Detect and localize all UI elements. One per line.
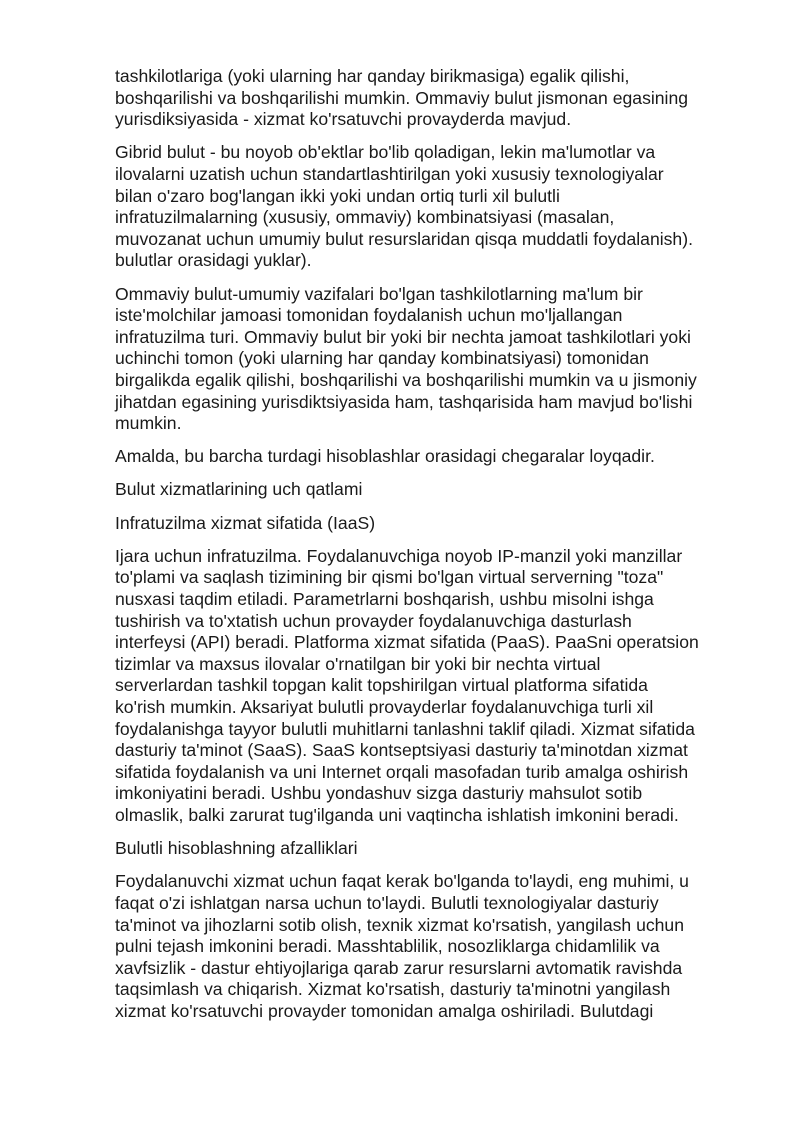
paragraph-hybrid-cloud: Gibrid bulut - bu noyob ob'ektlar bo'lib qoladigan, lekin ma'lumotlar va ilovalarni uzatish uchun standartlashtirilgan yoki xususiy texnologiyalar bilan o'zaro bog'langan ikki yoki undan ortiq turli xil bulutli infratuzilmalarning (xususiy, ommaviy) kombinatsiyasi (masalan, muvozanat uchun umumiy bulut resurslaridan qisqa muddatli foydalanish). bulutlar orasidagi yuklar). (115, 142, 693, 271)
heading-advantages: Bulutli hisoblashning afzalliklari (115, 838, 358, 859)
paragraph-advantages: Foydalanuvchi xizmat uchun faqat kerak bo'lganda to'laydi, eng muhimi, u faqat o'zi ishlatgan narsa uchun to'laydi. Bulutli texnologiyalar dasturiy ta'minot va jihozlarni sotib olish, texnik xizmat ko'rsatish, yangilash uchun pulni tejash imkonini beradi. Masshtablilik, nosozliklarga chidamlilik va xavfsizlik - dastur ehtiyojlariga qarab zarur resurslarni avtomatik ravishda taqsimlash va chiqarish. Xizmat ko'rsatish, dasturiy ta'minotni yangilash xizmat ko'rsatuvchi provayder tomonidan amalga oshiriladi. Bulutdagi (115, 871, 689, 1021)
paragraph-iaas-paas-saas: Ijara uchun infratuzilma. Foydalanuvchiga noyob IP-manzil yoki manzillar to'plami va saqlash tizimining bir qismi bo'lgan virtual serverning "toza" nusxasi taqdim etiladi. Parametrlarni boshqarish, ushbu misolni ishga tushirish va to'xtatish uchun provayder foydalanuvchiga dasturlash interfeysi (API) beradi. Platforma xizmat sifatida (PaaS). PaaSni operatsion tizimlar va maxsus ilovalar o'rnatilgan bir yoki bir nechta virtual serverlardan tashkil topgan kalit topshirilgan virtual platforma sifatida ko'rish mumkin. Aksariyat bulutli provayderlar foydalanuvchiga turli xil foydalanishga tayyor bulutli muhitlarni tanlashni taklif qiladi. Xizmat sifatida dasturiy ta'minot (SaaS). SaaS kontseptsiyasi dasturiy ta'minotdan xizmat sifatida foydalanish va uni Internet orqali masofadan turib amalga oshirish imkoniyatini beradi. Ushbu yondashuv sizga dasturiy mahsulot sotib olmaslik, balki zarurat tug'ilganda uni vaqtincha ishlatish imkonini beradi. (115, 545, 699, 825)
paragraph-boundaries-blurred: Amalda, bu barcha turdagi hisoblashlar orasidagi chegaralar loyqadir. (115, 446, 655, 467)
heading-iaas: Infratuzilma xizmat sifatida (IaaS) (115, 512, 376, 533)
heading-three-layers: Bulut xizmatlarining uch qatlami (115, 479, 363, 500)
paragraph-community-cloud: Ommaviy bulut-umumiy vazifalari bo'lgan tashkilotlarning ma'lum bir iste'molchilar jamoasi tomonidan foydalanish uchun mo'ljallangan infratuzilma turi. Ommaviy bulut bir yoki bir nechta jamoat tashkilotlari yoki uchinchi tomon (yoki ularning har qanday kombinatsiyasi) tomonidan birgalikda egalik qilishi, boshqarilishi va boshqarilishi mumkin va u jismoniy jihatdan egasining yurisdiktsiyasida ham, tashqarisida ham mavjud bo'lishi mumkin. (115, 283, 697, 434)
document-page (115, 66, 740, 1034)
paragraph-public-cloud-ownership: tashkilotlariga (yoki ularning har qanday birikmasiga) egalik qilishi, boshqarilishi va boshqarilishi mumkin. Ommaviy bulut jismonan egasining yurisdiksiyasida - xizmat ko'rsatuvchi provayderda mavjud. (115, 66, 689, 130)
